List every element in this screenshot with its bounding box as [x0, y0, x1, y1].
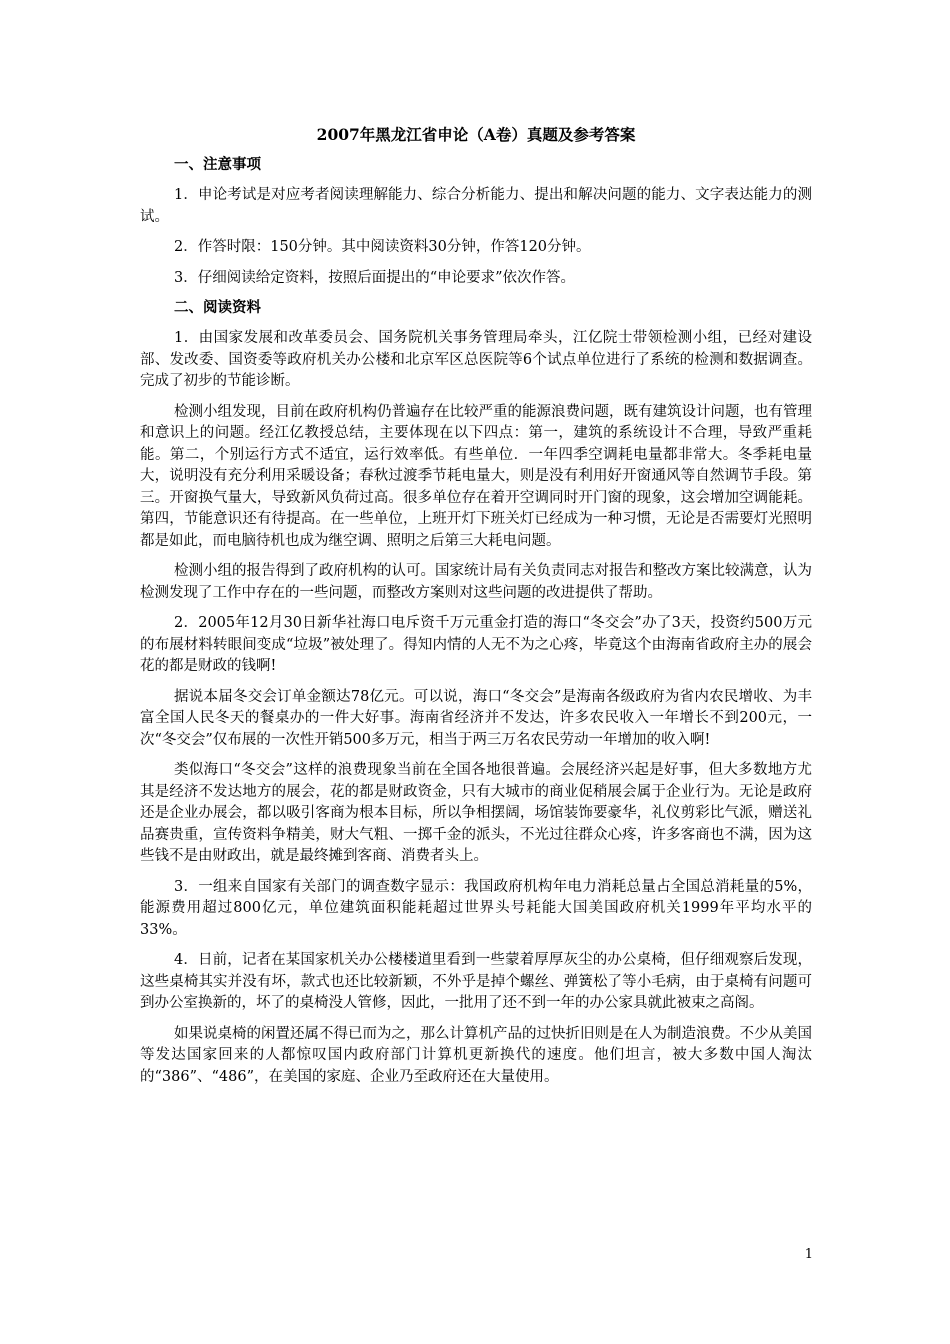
paragraph: 1．由国家发展和改革委员会、国务院机关事务管理局牵头，江亿院士带领检测小组，已经对建设部、发改委、国资委等政府机关办公楼和北京军区总医院等6个试点单位进行了系统的检测和数据调查。完成了初步的节能诊断。 [140, 330, 812, 389]
document-title: 2007年黑龙江省申论（A卷）真题及参考答案 [316, 125, 636, 144]
section-reading-materials [140, 298, 812, 1088]
paragraph: 类似海口“冬交会”这样的浪费现象当前在全国各地很普遍。会展经济兴起是好事，但大多数地方尤其是经济不发达地方的展会，花的都是财政资金，只有大城市的商业促稍展会属于企业行为。无论是政府还是企业办展会，都以吸引客商为根本目标，所以争相摆阔，场馆装饰要豪华，礼仪剪彩比气派，赠送礼品赛贵重，宣传资料争精美，财大气粗、一掷千金的派头，不光过往群众心疼，许多客商也不满，因为这些钱不是由财政出，就是最终摊到客商、消费者头上。 [140, 762, 812, 864]
paragraph: 2．2005年12月30日新华社海口电斥资千万元重金打造的海口“冬交会”办了3天，投资约500万元的布展材料转眼间变成“垃圾”被处理了。得知内情的人无不为之心疼，毕竟这个由海南省政府主办的展会花的都是财政的钱啊! [140, 615, 812, 674]
paragraph: 检测小组发现，目前在政府机构仍普遍存在比较严重的能源浪费问题，既有建筑设计问题，也有管理和意识上的问题。经江亿教授总结，主要体现在以下四点：第一，建筑的系统设计不合理，导致严重耗能。第二，个别运行方式不适宜，运行效率低。有些单位．一年四季空调耗电量都非常大。冬季耗电量大，说明没有充分利用采暖设备；春秋过渡季节耗电量大，则是没有利用好开窗通风等自然调节手段。第三。开窗换气量大，导致新风负荷过高。很多单位存在着开空调同时开门窗的现象，这会增加空调能耗。第四，节能意识还有待提高。在一些单位，上班开灯下班关灯已经成为一种习惯，无论是否需要灯光照明都是如此，而电脑待机也成为继空调、照明之后第三大耗电问题。 [140, 403, 812, 549]
section-heading: 一、注意事项 [174, 156, 261, 173]
paragraph: 2．作答时限：150分钟。其中阅读资料30分钟，作答120分钟。 [174, 239, 591, 255]
section-heading: 二、阅读资料 [174, 299, 261, 316]
paragraph: 1．申论考试是对应考者阅读理解能力、综合分析能力、提出和解决问题的能力、文字表达能力的测试。 [140, 187, 812, 225]
page-number: 1 [804, 1247, 813, 1262]
paragraph: 3．一组来自国家有关部门的调查数字显示：我国政府机构年电力消耗总量占全国总消耗量的5%，能源费用超过800亿元，单位建筑面积能耗超过世界头号耗能大国美国政府机关1999年平均水平的33%。 [140, 878, 812, 938]
section-notes [140, 155, 812, 289]
paragraph: 检测小组的报告得到了政府机构的认可。国家统计局有关负责同志对报告和整改方案比较满意，认为检测发现了工作中存在的一些问题，而整改方案则对这些问题的改进提供了帮助。 [140, 563, 812, 601]
paragraph: 如果说桌椅的闲置还属不得已而为之，那么计算机产品的过快折旧则是在人为制造浪费。不少从美国等发达国家回来的人都惊叹国内政府部门计算机更新换代的速度。他们坦言，被大多数中国人淘汰的“386”、“486”，在美国的家庭、企业乃至政府还在大量使用。 [140, 1025, 812, 1085]
paragraph: 据说本届冬交会订单金额达78亿元。可以说，海口“冬交会”是海南各级政府为省内农民增收、为丰富全国人民冬天的餐桌办的一件大好事。海南省经济并不发达，许多农民收入一年增长不到200元，一次“冬交会”仅布展的一次性开销500多万元，相当于两三万名农民劳动一年增加的收入啊! [140, 688, 812, 748]
paragraph: 4．日前，记者在某国家机关办公楼楼道里看到一些蒙着厚厚灰尘的办公桌椅，但仔细观察后发现，这些桌椅其实并没有坏，款式也还比较新颖，不外乎是掉个螺丝、弹簧松了等小毛病，由于桌椅有问题可到办公室换新的，坏了的桌椅没人管修，因此，一批用了还不到一年的办公家具就此被束之高阁。 [140, 952, 812, 1011]
paragraph: 3．仔细阅读给定资料，按照后面提出的“申论要求”依次作答。 [174, 269, 576, 286]
document-page [140, 125, 812, 1097]
